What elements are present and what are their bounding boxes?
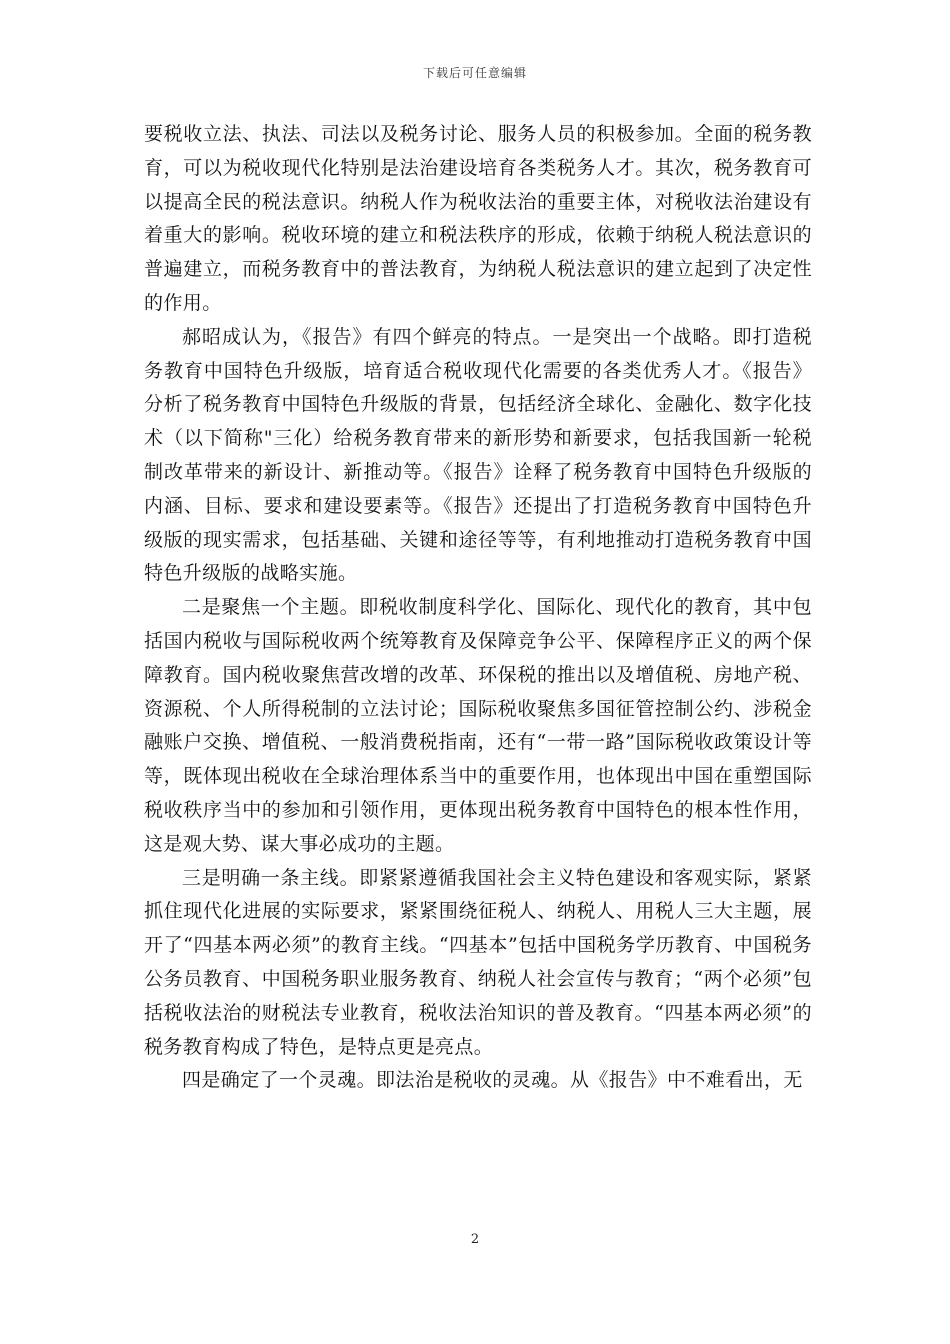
document-body bbox=[144, 118, 812, 1098]
paragraph-5: 四是确定了一个灵魂。即法治是税收的灵魂。从《报告》中不难看出，无 bbox=[182, 1069, 803, 1092]
page-number: 2 bbox=[470, 1232, 480, 1247]
paragraph-3: 二是聚焦一个主题。即税收制度科学化、国际化、现代化的教育，其中包括国内税收与国际税收两个统筹教育及保障竞争公平、保障程序正义的两个保障教育。国内税收聚焦营改增的改革、环保税的推出以及增值税、房地产税、资源税、个人所得税制的立法讨论；国际税收聚焦多国征管控制公约、涉税金融账户交换、增值税、一般消费税指南，还有“一带一路”国际税收政策设计等等，既体现出税收在全球治理体系当中的重要作用，也体现出中国在重塑国际税收秩序当中的参加和引领作用，更体现出税务教育中国特色的根本性作用，这是观大势、谋大事必成功的主题。 bbox=[144, 596, 812, 855]
paragraph-4: 三是明确一条主线。即紧紧遵循我国社会主义特色建设和客观实际，紧紧抓住现代化进展的实际要求，紧紧围绕征税人、纳税人、用税人三大主题，展开了“四基本两必须”的教育主线。“四基本”包括中国税务学历教育、中国税务公务员教育、中国税务职业服务教育、纳税人社会宣传与教育；“两个必须”包括税收法治的财税法专业教育，税收法治知识的普及教育。“四基本两必须”的税务教育构成了特色，是特点更是亮点。 bbox=[144, 866, 812, 1058]
paragraph-1: 要税收立法、执法、司法以及税务讨论、服务人员的积极参加。全面的税务教育，可以为税收现代化特别是法治建设培育各类税务人才。其次，税务教育可以提高全民的税法意识。纳税人作为税收法治的重要主体，对税收法治建设有着重大的影响。税收环境的建立和税法秩序的形成，依赖于纳税人税法意识的普遍建立，而税务教育中的普法教育，为纳税人税法意识的建立起到了决定性的作用。 bbox=[144, 123, 812, 314]
page-header: 下载后可任意编辑 bbox=[422, 66, 527, 80]
paragraph-2: 郝昭成认为，《报告》有四个鲜亮的特点。一是突出一个战略。即打造税务教育中国特色升级版，培育适合税收现代化需要的各类优秀人才。《报告》分析了税务教育中国特色升级版的背景，包括经济全球化、金融化、数字化技术（以下简称"三化）给税务教育带来的新形势和新要求，包括我国新一轮税制改革带来的新设计、新推动等。《报告》诠释了税务教育中国特色升级版的内涵、目标、要求和建设要素等。《报告》还提出了打造税务教育中国特色升级版的现实需求，包括基础、关键和途径等等，有利地推动打造税务教育中国特色升级版的战略实施。 bbox=[144, 325, 812, 585]
